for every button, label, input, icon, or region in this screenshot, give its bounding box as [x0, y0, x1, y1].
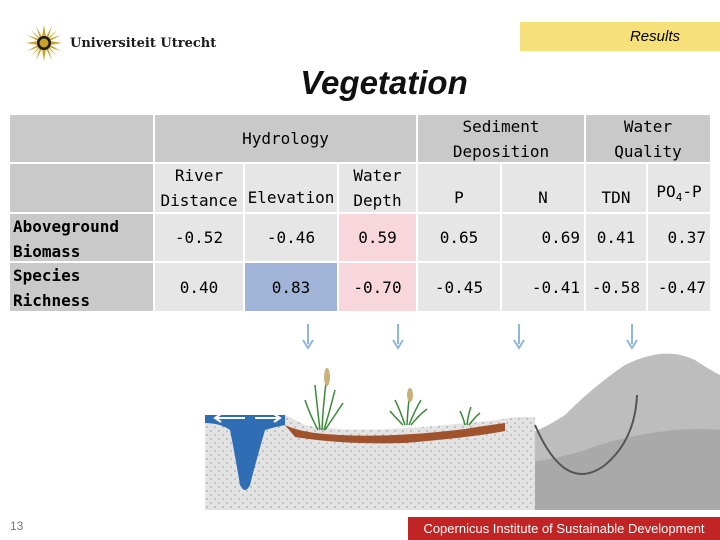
column-header-river-distance [155, 164, 243, 212]
table-cell-highlighted: 0.83 [245, 263, 337, 311]
group-header-sediment-line1: Sediment [462, 116, 540, 136]
group-header-water-quality [586, 115, 710, 162]
column-header-n-label: N [538, 188, 548, 207]
section-tag [520, 22, 720, 51]
column-header-water-depth [339, 164, 416, 212]
column-header-po4p [648, 164, 710, 212]
column-header-river-line1: River [174, 166, 224, 185]
table-cell: 0.40 [155, 263, 243, 311]
row-label-biomass-line2: Biomass [13, 242, 81, 261]
column-header-water-line1: Water [353, 166, 402, 185]
group-header-water-line1: Water [623, 116, 673, 136]
column-header-n [502, 164, 584, 212]
university-name: Universiteit Utrecht [70, 35, 217, 51]
header-corner-cell-2 [10, 164, 153, 212]
table-cell-highlighted: -0.70 [339, 263, 416, 311]
university-sun-logo-icon [24, 23, 64, 63]
row-label-biomass-line1: Aboveground [13, 217, 119, 236]
table-cell: -0.52 [155, 214, 243, 261]
column-header-elevation-label: Elevation [247, 188, 335, 207]
table-cell: -0.47 [648, 263, 710, 311]
table-cell: -0.58 [586, 263, 646, 311]
table-cell-highlighted: 0.59 [339, 214, 416, 261]
footer-institute: Copernicus Institute of Sustainable Development [423, 521, 705, 536]
slide-number: 13 [10, 519, 24, 533]
page-title: Vegetation [300, 64, 468, 101]
group-header-hydrology [155, 115, 416, 162]
table-cell: 0.65 [418, 214, 500, 261]
column-header-tdn [586, 164, 646, 212]
column-header-tdn-label: TDN [601, 188, 631, 207]
table-cell: -0.45 [418, 263, 500, 311]
group-header-sediment [418, 115, 584, 162]
column-header-river-line2: Distance [160, 191, 238, 210]
row-label-richness-line2: Richness [13, 291, 91, 310]
table-cell: -0.46 [245, 214, 337, 261]
table-cell: 0.69 [502, 214, 584, 261]
table-cell: 0.37 [648, 214, 710, 261]
floodplain-cross-section-diagram [205, 345, 720, 510]
footer-bar [408, 517, 720, 540]
column-header-p-label: P [454, 188, 464, 207]
row-label-richness-line1: Species [13, 266, 81, 285]
table-cell: -0.41 [502, 263, 584, 311]
column-header-po4p-label: $PO_4-P$ [656, 181, 702, 204]
group-header-hydrology-label: Hydrology [242, 129, 329, 148]
row-label-aboveground-biomass [10, 214, 153, 261]
section-tag-label: Results [629, 28, 680, 45]
column-header-water-line2: Depth [353, 191, 402, 210]
row-label-species-richness [10, 263, 153, 311]
table-cell: 0.41 [586, 214, 646, 261]
group-header-water-line2: Quality [614, 141, 682, 161]
column-header-p [418, 164, 500, 212]
group-header-sediment-line2: Deposition [452, 141, 550, 161]
university-logo [24, 20, 224, 66]
header-corner-cell [10, 115, 153, 162]
column-header-elevation [245, 164, 337, 212]
